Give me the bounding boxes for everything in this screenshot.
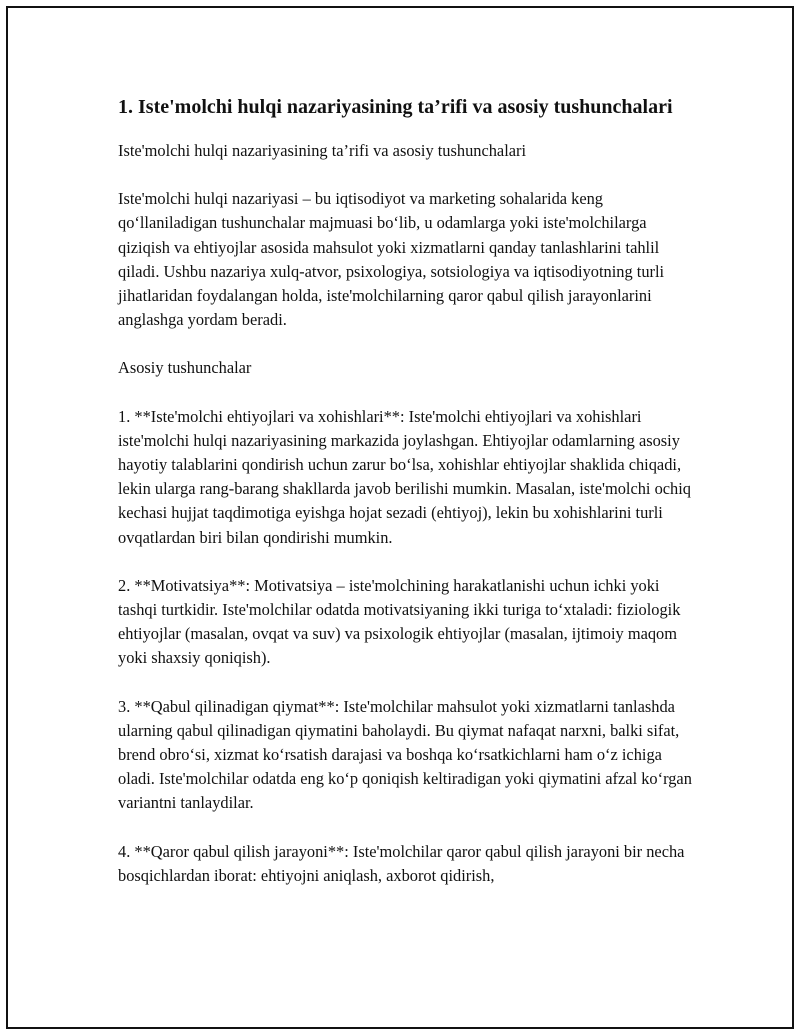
section-label: Asosiy tushunchalar <box>118 358 252 378</box>
document-body <box>118 94 693 912</box>
list-item-motivation: 2. **Motivatsiya**: Motivatsiya – iste'molchining harakatlanishi uchun ichki yoki tashqi turtkidir. Iste'molchilar odatda motivatsiyaning ikki turiga to‘xtaladi: fiziologik ehtiyojlar (masalan, ovqat va suv) va psixologik ehtiyojlar (masalan, ijtimoiy maqom yoki shaxsiy qoniqish). <box>118 575 681 668</box>
list-item-decision-process: 4. **Qaror qabul qilish jarayoni**: Iste'molchilar qaror qabul qilish jarayoni bir necha bosqichlardan iborat: ehtiyojni aniqlash, axborot qidirish, <box>118 841 685 885</box>
intro-paragraph: Iste'molchi hulqi nazariyasi – bu iqtisodiyot va marketing sohalarida keng qo‘llaniladigan tushunchalar majmuasi bo‘lib, u odamlarga yoki iste'molchilarga qiziqish va ehtiyojlar asosida mahsulot yoki xizmatlarni qanday tanlashlarini tahlil qiladi. Ushbu nazariya xulq-atvor, psixologiya, sotsiologiya va iqtisodiyotning turli jihatlaridan foydalangan holda, iste'molchilarning qaror qabul qilish jarayonlarini anglashga yordam beradi. <box>118 189 665 330</box>
list-item-perceived-value: 3. **Qabul qilinadigan qiymat**: Iste'molchilar mahsulot yoki xizmatlarni tanlashda ularning qabul qilinadigan qiymatini baholaydi. Bu qiymat nafaqat narxni, balki sifat, brend obro‘si, xizmat ko‘rsatish darajasi va boshqa ko‘rsatkichlarni ham o‘z ichiga oladi. Iste'molchilar odatda eng ko‘p qoniqish keltiradigan yoki qiymatini afzal ko‘rgan variantni tanlaydilar. <box>118 696 692 813</box>
document-subtitle: Iste'molchi hulqi nazariyasining ta’rifi va asosiy tushunchalari <box>118 141 527 160</box>
document-heading: 1. Iste'molchi hulqi nazariyasining ta’rifi va asosiy tushunchalari <box>118 96 673 118</box>
list-item-needs: 1. **Iste'molchi ehtiyojlari va xohishlari**: Iste'molchi ehtiyojlari va xohishlari iste'molchi hulqi nazariyasining markazida joylashgan. Ehtiyojlar odamlarning asosiy hayotiy talablarini qondirish uchun zarur bo‘lsa, xohishlar ehtiyojlar shaklida chiqadi, lekin ularga rang-barang shakllarda javob berilishi mumkin. Masalan, iste'molchi ochiq kechasi hujjat taqdimotiga eyishga hojat sezadi (ehtiyoj), lekin bu xohishlarini turli ovqatlardan biri bilan qondirishi mumkin. <box>118 406 691 547</box>
